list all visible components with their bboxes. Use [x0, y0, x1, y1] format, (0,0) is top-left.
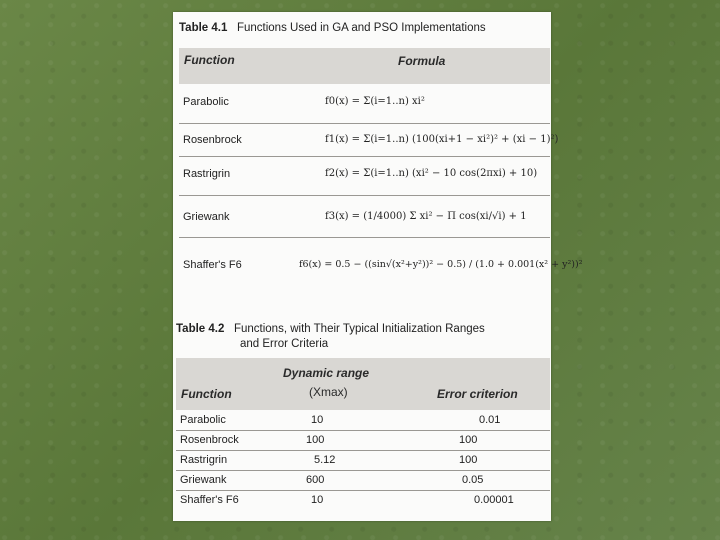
table-row: [176, 470, 550, 491]
dynamic-range: 10: [311, 494, 324, 506]
error-criterion: 100: [459, 434, 478, 446]
table1-row: [179, 237, 583, 289]
table-row: [176, 490, 550, 510]
table1-row: [179, 156, 550, 196]
function-name: Rosenbrock: [183, 134, 242, 146]
formula: f0(x) = Σ(i=1..n) xi²: [325, 96, 425, 107]
table1-title: [179, 22, 486, 34]
function-name: Rastrigrin: [180, 454, 228, 466]
table1-caption: Functions Used in GA and PSO Implementations: [236, 22, 486, 34]
function-name: Griewank: [180, 474, 227, 486]
error-criterion: 0.01: [479, 414, 501, 426]
function-name: Rosenbrock: [180, 434, 239, 446]
table-row: [176, 430, 550, 451]
dynamic-range: 5.12: [314, 454, 336, 466]
table1-header-function: Function: [184, 53, 235, 67]
table1-header: [179, 48, 550, 84]
table2-title: [176, 322, 485, 352]
table2-header: [176, 358, 550, 410]
table-row: [176, 450, 550, 471]
table1-label: Table 4.1: [179, 22, 228, 34]
table2-header-error: Error criterion: [437, 387, 518, 401]
table2-header-function: Function: [181, 387, 232, 401]
table2-label: Table 4.2: [176, 323, 225, 335]
table-row: [176, 410, 550, 431]
error-criterion: 0.05: [462, 474, 484, 486]
dynamic-range: 10: [311, 414, 324, 426]
scanned-page: [173, 12, 583, 521]
function-name: Parabolic: [180, 414, 226, 426]
formula: f3(x) = (1/4000) Σ xi² − Π cos(xi/√i) + 1: [325, 211, 527, 222]
table1-row: [179, 195, 550, 238]
dynamic-range: 600: [306, 474, 325, 486]
formula: f6(x) = 0.5 − ((sin√(x²+y²))² − 0.5) / (1.0 + 0.001(x² + y²))²: [299, 259, 583, 270]
function-name: Parabolic: [183, 96, 229, 108]
function-name: Rastrigrin: [183, 168, 231, 180]
table1-row: [179, 123, 559, 157]
formula: f2(x) = Σ(i=1..n) (xi² − 10 cos(2πxi) + 10): [325, 168, 538, 179]
error-criterion: 100: [459, 454, 478, 466]
function-name: Shaffer's F6: [183, 259, 242, 271]
table2-caption-line1: Functions, with Their Typical Initialization Ranges: [233, 323, 485, 335]
table1-row: [179, 84, 550, 124]
table2-caption-line2: and Error Criteria: [240, 338, 329, 350]
function-name: Shaffer's F6: [180, 494, 239, 506]
function-name: Griewank: [183, 211, 230, 223]
table1-header-formula: Formula: [398, 54, 446, 68]
formula: f1(x) = Σ(i=1..n) (100(xi+1 − xi²)² + (xi − 1)²): [325, 134, 559, 145]
dynamic-range: 100: [306, 434, 325, 446]
table2-header-range-sub: (Xmax): [309, 385, 348, 399]
error-criterion: 0.00001: [474, 494, 514, 506]
table2-header-range: Dynamic range: [283, 366, 370, 380]
